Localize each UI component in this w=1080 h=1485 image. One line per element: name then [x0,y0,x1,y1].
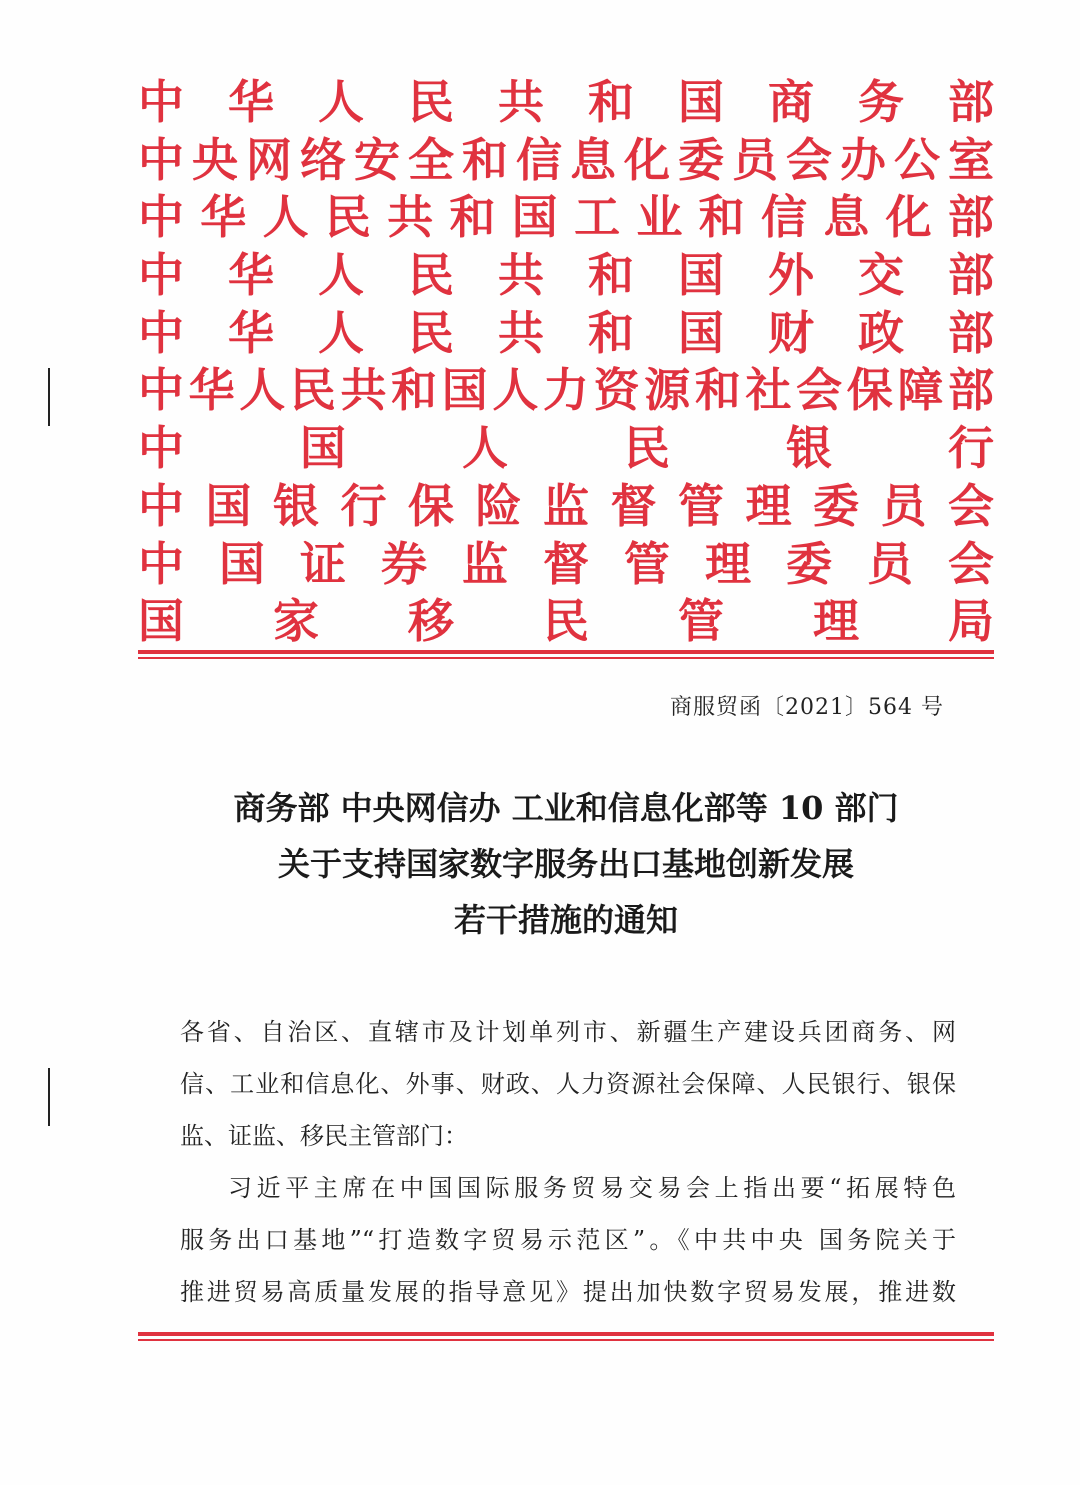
agency-name-char: 安 [354,132,400,187]
agency-name-char: 监 [543,478,589,533]
agency-name-char: 人 [262,190,309,245]
binding-mark [48,368,50,426]
agency-name-char: 理 [745,478,792,533]
agency-name-char: 督 [543,536,589,591]
agency-name-char: 员 [867,536,913,591]
agency-name-char: 人 [492,363,539,418]
agency-name-char: 障 [897,363,944,418]
agency-name-char: 务 [858,75,904,129]
agency-name-char: 共 [387,190,434,245]
agency-name-char: 国 [678,75,724,129]
agency-name-char: 会 [948,536,994,591]
agency-name-char: 监 [462,536,508,591]
agency-name-char: 和 [449,190,496,245]
agency-name-char: 国 [219,536,265,591]
agency-name-char: 国 [205,478,252,533]
agency-name-char: 共 [498,248,544,303]
agency-name-char: 委 [786,536,832,591]
addressee-line: 监、证监、移民主管部门： [180,1122,468,1150]
agency-name-char: 管 [624,536,670,591]
agency-name-char: 和 [694,363,741,418]
agency-name-char: 中 [138,132,184,187]
agency-name-char: 银 [786,421,832,476]
agency-name-char: 和 [698,190,745,245]
agency-name [138,420,994,478]
agency-name-char: 共 [498,305,544,360]
agency-name-char: 室 [948,132,994,187]
agency-name-char: 会 [786,132,832,187]
agency-name [138,593,994,651]
issuing-agencies-header [138,74,994,651]
agency-name-char: 部 [947,190,994,245]
agency-name [138,305,994,363]
agency-name-char: 人 [462,421,508,476]
title-line: 商务部 中央网信办 工业和信息化部等 10 部门 [233,789,899,827]
agency-name-char: 和 [588,305,634,360]
agency-name-char: 民 [408,75,454,129]
agency-name-char: 息 [570,132,616,187]
title-line: 若干措施的通知 [453,901,678,939]
agency-name [138,74,994,132]
agency-name-char: 化 [885,190,932,245]
agency-name-char: 化 [624,132,670,187]
agency-name-char: 络 [300,132,346,187]
agency-name-char: 督 [610,478,657,533]
agency-name-char: 民 [289,363,336,418]
agency-name-char: 管 [678,594,724,649]
agency-name-char: 中 [138,305,184,360]
agency-name-char: 中 [138,478,184,533]
agency-name-char: 中 [138,248,184,303]
agency-name [138,478,994,536]
agency-name-char: 国 [678,305,724,360]
binding-mark [48,1068,50,1126]
agency-name-char: 银 [273,478,319,533]
agency-name-char: 共 [498,75,544,129]
paragraph-line: 推进贸易高质量发展的指导意见》提出加快数字贸易发展，推进数 [180,1278,956,1306]
agency-name [138,189,994,247]
agency-name-char: 部 [948,305,994,360]
document-title [138,780,994,948]
agency-name-char: 国 [678,248,724,303]
agency-name-char: 社 [745,363,792,418]
document-body [180,1006,956,1318]
agency-name-char: 民 [408,248,454,303]
agency-name-char: 中 [138,536,184,591]
agency-name-char: 券 [381,536,427,591]
agency-name-char: 民 [543,594,589,649]
agency-name-char: 国 [300,421,346,476]
agency-name-char: 国 [138,594,184,649]
agency-name-char: 华 [228,248,274,303]
agency-name-char: 和 [391,363,438,418]
agency-name-char: 家 [273,594,319,649]
agency-name-char: 华 [200,190,247,245]
agency-name-char: 理 [813,594,859,649]
agency-name-char: 人 [318,75,364,129]
agency-name-char: 局 [948,594,994,649]
addressee-line: 各省、自治区、直辖市及计划单列市、新疆生产建设兵团商务、网 [180,1018,956,1046]
agency-name-char: 资 [593,363,640,418]
agency-name-char: 国 [511,190,558,245]
agency-name [138,132,994,190]
addressee-line: 信、工业和信息化、外事、财政、人力资源社会保障、人民银行、银保 [180,1070,956,1098]
agency-name-char: 工 [574,190,621,245]
agency-name-char: 华 [228,75,274,129]
agency-name-char: 人 [239,363,286,418]
agency-name [138,247,994,305]
agency-name-char: 行 [340,478,387,533]
agency-name-char: 公 [894,132,940,187]
agency-name-char: 管 [678,478,724,533]
agency-name-char: 源 [644,363,691,418]
agency-name-char: 险 [475,478,522,533]
agency-name-char: 移 [408,594,454,649]
agency-name-char: 信 [760,190,807,245]
document-number: 商服贸函〔2021〕564 号 [670,695,944,720]
agency-name-char: 信 [516,132,562,187]
agency-name-char: 中 [138,190,184,245]
agency-name-char: 会 [948,478,994,533]
agency-name-char: 保 [408,478,454,533]
agency-name-char: 行 [948,421,994,476]
agency-name-char: 业 [636,190,683,245]
agency-name-char: 财 [768,305,814,360]
agency-name-char: 保 [846,363,893,418]
agency-name-char: 网 [246,132,292,187]
agency-name-char: 共 [340,363,387,418]
agency-name-char: 和 [462,132,508,187]
agency-name-char: 员 [880,478,927,533]
title-line: 关于支持国家数字服务出口基地创新发展 [277,845,854,883]
agency-name-char: 华 [228,305,274,360]
agency-name-char: 民 [324,190,371,245]
agency-name-char: 部 [948,75,994,129]
agency-name-char: 办 [840,132,886,187]
agency-name-char: 部 [948,248,994,303]
agency-name-char: 证 [300,536,346,591]
agency-name-char: 会 [796,363,843,418]
agency-name-char: 委 [813,478,859,533]
agency-name-char: 中 [138,75,184,129]
paragraph-line: 习近平主席在中国国际服务贸易交易会上指出要“拓展特色 [228,1174,956,1202]
agency-name [138,362,994,420]
agency-name [138,536,994,594]
agency-name-char: 民 [624,421,670,476]
agency-name-char: 交 [858,248,904,303]
agency-name-char: 息 [823,190,870,245]
agency-name-char: 全 [408,132,454,187]
paragraph-line: 服务出口基地”“打造数字贸易示范区”。《中共中央 国务院关于 [180,1226,956,1254]
agency-name-char: 和 [588,248,634,303]
agency-name-char: 和 [588,75,634,129]
agency-name-char: 中 [138,363,184,418]
agency-name-char: 人 [318,248,364,303]
red-separator-rule [138,1332,994,1341]
agency-name-char: 外 [768,248,814,303]
agency-name-char: 人 [318,305,364,360]
agency-name-char: 国 [441,363,488,418]
agency-name-char: 华 [188,363,235,418]
agency-name-char: 中 [138,421,184,476]
agency-name-char: 民 [408,305,454,360]
agency-name-char: 委 [678,132,724,187]
agency-name-char: 商 [768,75,814,129]
agency-name-char: 部 [948,363,994,418]
agency-name-char: 央 [192,132,238,187]
agency-name-char: 员 [732,132,778,187]
agency-name-char: 政 [858,305,904,360]
agency-name-char: 理 [705,536,751,591]
agency-name-char: 力 [543,363,589,418]
red-separator-rule [138,650,994,659]
